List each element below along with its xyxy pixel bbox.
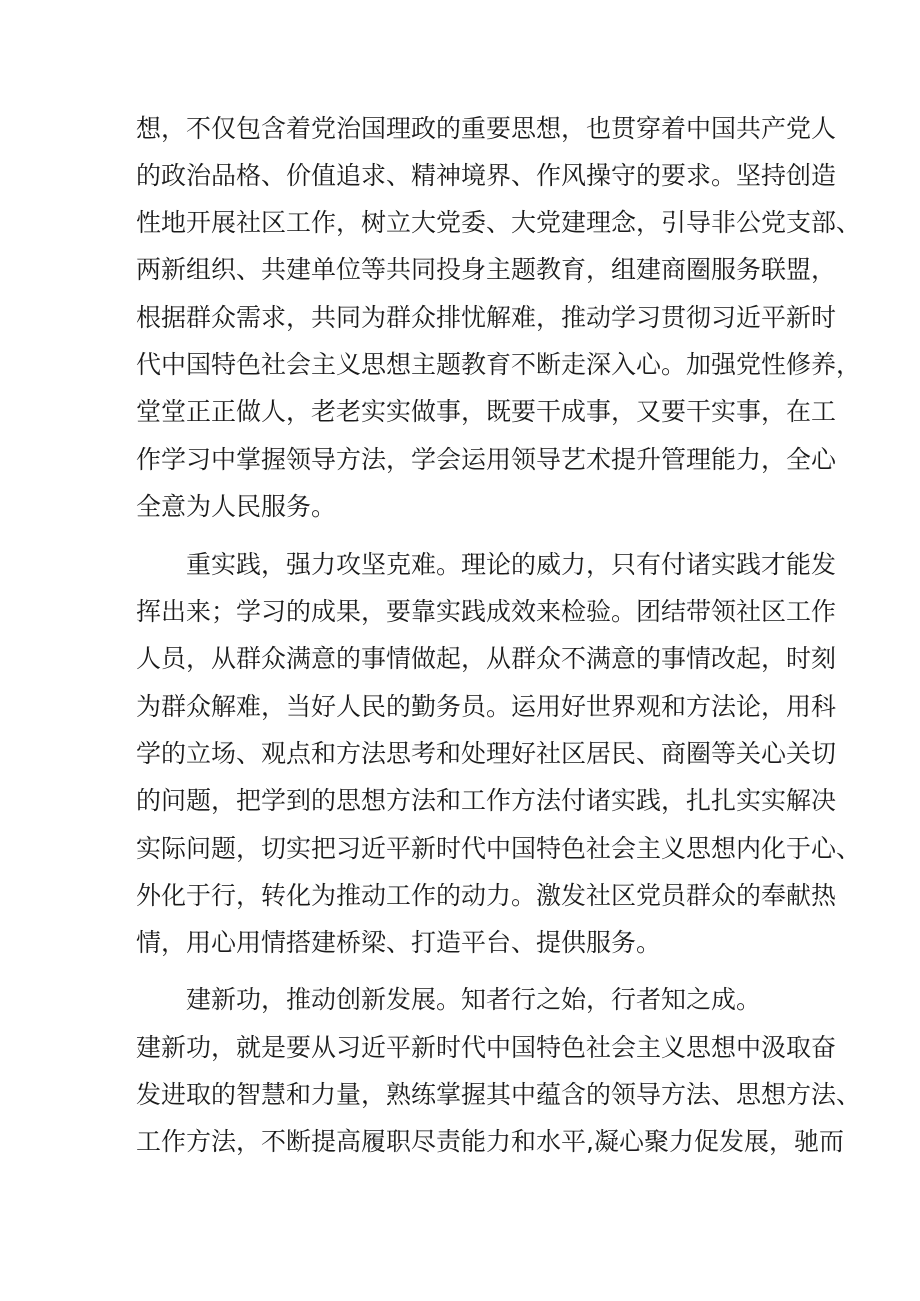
text-line: 为群众解难，当好人民的勤务员。运用好世界观和方法论，用科: [136, 692, 837, 721]
paragraph-heading-line: 建新功，推动创新发展。知者行之始，行者知之成。: [186, 985, 762, 1014]
text-line: 工作方法，不断提高履职尽责能力和水平,凝心聚力促发展，驰而: [136, 1127, 844, 1156]
text-line: 的政治品格、价值追求、精神境界、作风操守的要求。坚持创造: [136, 161, 837, 190]
text-line: 想，不仅包含着党治国理政的重要思想，也贯穿着中国共产党人: [136, 114, 837, 143]
paragraph-heading-line: 重实践，强力攻坚克难。理论的威力，只有付诸实践才能发: [186, 550, 837, 579]
text-line: 两新组织、共建单位等共同投身主题教育，组建商圈服务联盟，: [136, 255, 837, 284]
text-line: 代中国特色社会主义思想主题教育不断走深入心。加强党性修养，: [136, 350, 862, 379]
text-line: 发进取的智慧和力量，熟练掌握其中蕴含的领导方法、思想方法、: [136, 1080, 862, 1109]
text-line: 根据群众需求，共同为群众排忧解难，推动学习贯彻习近平新时: [136, 303, 837, 332]
text-line: 作学习中掌握领导方法，学会运用领导艺术提升管理能力，全心: [136, 445, 837, 474]
text-line: 实际问题，切实把习近平新时代中国特色社会主义思想内化于心、: [136, 834, 862, 863]
text-line: 情，用心用情搭建桥梁、打造平台、提供服务。: [136, 928, 662, 957]
text-line: 人员，从群众满意的事情做起，从群众不满意的事情改起，时刻: [136, 644, 837, 673]
text-line: 堂堂正正做人，老老实实做事，既要干成事，又要干实事，在工: [136, 397, 837, 426]
text-line: 的问题，把学到的思想方法和工作方法付诸实践，扎扎实实解决: [136, 786, 837, 815]
text-line: 全意为人民服务。: [136, 492, 337, 521]
text-line: 外化于行，转化为推动工作的动力。激发社区党员群众的奉献热: [136, 881, 837, 910]
text-line: 建新功，就是要从习近平新时代中国特色社会主义思想中汲取奋: [136, 1033, 837, 1062]
text-line: 挥出来；学习的成果，要靠实践成效来检验。团结带领社区工作: [136, 597, 837, 626]
text-line: 性地开展社区工作，树立大党委、大党建理念，引导非公党支部、: [136, 208, 862, 237]
text-line: 学的立场、观点和方法思考和处理好社区居民、商圈等关心关切: [136, 739, 837, 768]
